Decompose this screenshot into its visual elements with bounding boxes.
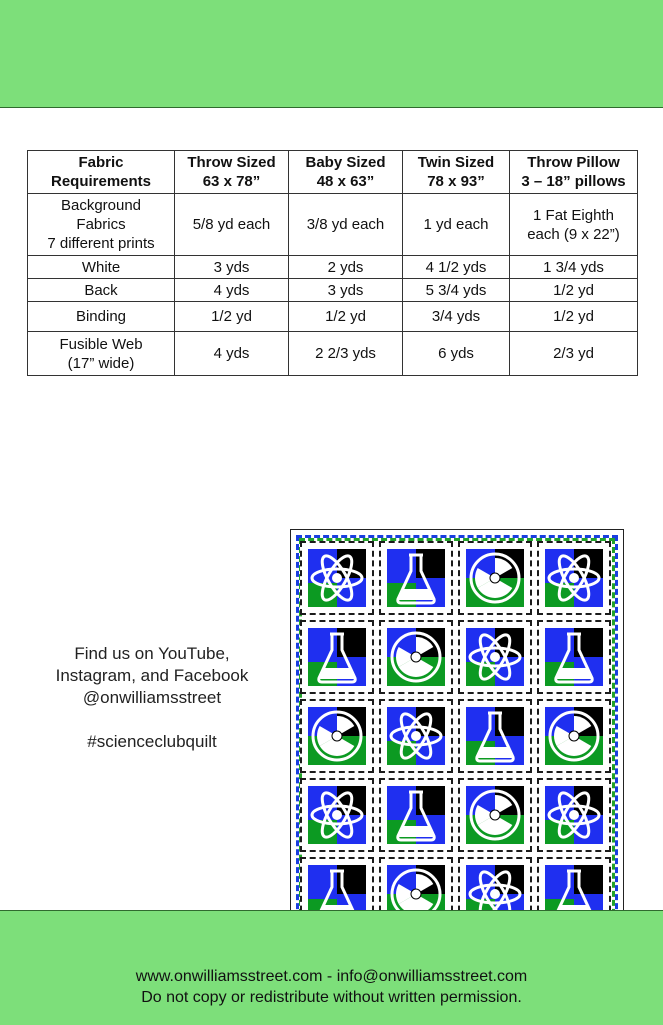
table-cell: 1 Fat Eighth each (9 x 22”) [510,194,638,256]
table-row [28,279,638,302]
table-cell: 5/8 yd each [175,194,289,256]
radiation-icon [545,707,603,765]
table-cell: 6 yds [403,332,510,376]
header-fabric-requirements: Fabric Requirements [28,151,175,194]
header-twin-sized: Twin Sized 78 x 93” [403,151,510,194]
flask-icon [387,549,445,607]
flask-icon [545,628,603,686]
flask-block [537,620,611,694]
radiation-icon [308,707,366,765]
quilt-image [290,529,624,942]
table-cell: 2/3 yd [510,332,638,376]
table-row [28,256,638,279]
footer [0,966,663,1008]
header-throw-sized: Throw Sized 63 x 78” [175,151,289,194]
row-label-binding: Binding [28,302,175,332]
radiation-icon [466,786,524,844]
table-cell: 3/8 yd each [289,194,403,256]
footer-copyright: Do not copy or redistribute without written permission. [141,989,522,1006]
hashtag: #scienceclubquilt [87,732,217,751]
atom-block [458,620,532,694]
atom-icon [308,786,366,844]
radiation-block [537,699,611,773]
table-cell: 1/2 yd [510,302,638,332]
flask-block [458,699,532,773]
social-media-text [22,643,282,753]
social-line: Instagram, and Facebook [55,666,249,685]
atom-block [379,699,453,773]
radiation-icon [387,628,445,686]
table-cell: 2 yds [289,256,403,279]
table-cell: 2 2/3 yds [289,332,403,376]
table-cell: 1/2 yd [175,302,289,332]
radiation-block [300,699,374,773]
table-cell: 1 yd each [403,194,510,256]
flask-block [379,541,453,615]
social-handle: @onwilliamsstreet [82,688,222,707]
top-color-band [0,0,663,108]
atom-icon [545,786,603,844]
atom-icon [545,549,603,607]
table-cell: 4 1/2 yds [403,256,510,279]
fabric-requirements-table [27,150,638,376]
radiation-block [458,778,532,852]
radiation-block [458,541,532,615]
atom-icon [308,549,366,607]
flask-icon [466,707,524,765]
footer-contact: www.onwilliamsstreet.com - info@onwilliamsstreet.com [135,968,528,985]
header-throw-pillow: Throw Pillow 3 – 18” pillows [510,151,638,194]
flask-block [300,620,374,694]
table-cell: 4 yds [175,279,289,302]
table-header-row [28,151,638,194]
atom-block [300,541,374,615]
row-label-background: Background Fabrics 7 different prints [28,194,175,256]
atom-block [537,778,611,852]
table-cell: 1 3/4 yds [510,256,638,279]
table-cell: 1/2 yd [289,302,403,332]
radiation-block [379,620,453,694]
atom-icon [387,707,445,765]
table-cell: 1/2 yd [510,279,638,302]
flask-icon [308,628,366,686]
table-cell: 4 yds [175,332,289,376]
row-label-fusible-web: Fusible Web (17” wide) [28,332,175,376]
table-cell: 3 yds [289,279,403,302]
table-cell: 3 yds [175,256,289,279]
atom-block [537,541,611,615]
table-row [28,302,638,332]
radiation-icon [466,549,524,607]
flask-icon [387,786,445,844]
atom-icon [466,628,524,686]
social-line: Find us on YouTube, [74,644,230,663]
row-label-white: White [28,256,175,279]
atom-block [300,778,374,852]
table-cell: 3/4 yds [403,302,510,332]
flask-block [379,778,453,852]
table-row [28,194,638,256]
row-label-back: Back [28,279,175,302]
table-row [28,332,638,376]
table-cell: 5 3/4 yds [403,279,510,302]
header-baby-sized: Baby Sized 48 x 63” [289,151,403,194]
